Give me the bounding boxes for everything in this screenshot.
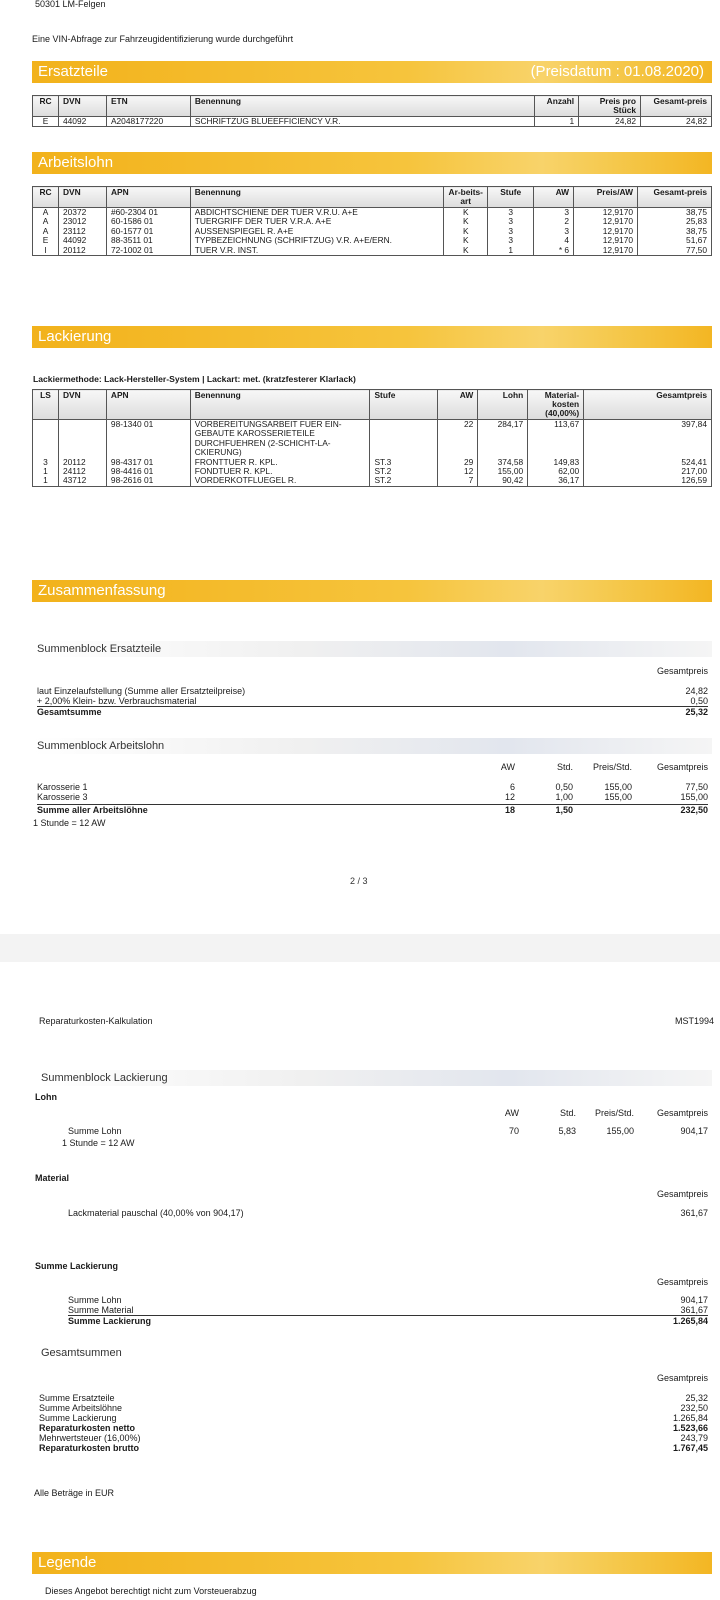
table-cell: 24,82 [579,117,641,127]
table-cell: 44092 [58,236,106,245]
page-header-left: Reparaturkosten-Kalkulation [39,1016,153,1026]
karosserie-label: Karosserie 3 [37,792,88,802]
material-col-header: Gesamtpreis [656,1189,708,1199]
table-cell: 20112 [58,458,106,467]
gesamt-col-header: Gesamtpreis [656,1373,708,1383]
summe-gesamt: 232,50 [680,805,708,815]
table-cell: 1 [33,467,59,476]
netto-label: Reparaturkosten netto [39,1423,136,1433]
table-cell: 98-1340 01 [106,420,190,458]
table-cell: 155,00 [478,467,528,476]
karosserie-aw: 12 [504,792,515,802]
column-header: Benennung [190,96,534,117]
table-cell: 217,00 [584,467,712,476]
karosserie-gesamt: 77,50 [685,782,708,792]
summe-lohn-label: Summe Lohn [68,1295,122,1305]
column-header: ETN [106,96,190,117]
table-cell: 113,67 [528,420,584,458]
table-cell: VORDERKOTFLUEGEL R. [190,476,370,486]
table-cell: 524,41 [584,458,712,467]
table-cell [58,420,106,458]
table-cell: 3 [488,227,534,236]
page-separator [0,934,720,962]
karosserie-std: 0,50 [555,782,573,792]
page-number: 2 / 3 [350,876,368,886]
table-cell [33,420,59,458]
table-cell: K [444,227,488,236]
table-cell [370,420,438,458]
brutto-label: Reparaturkosten brutto [39,1443,140,1453]
section-band-arbeitslohn [32,152,712,174]
column-header: DVN [58,390,106,420]
table-header-row [33,96,712,117]
table-cell: 3 [534,227,574,236]
column-header: Preis pro Stück [579,96,641,117]
section-band-lackierung [32,326,712,348]
col-header-preis-std: Preis/Std. [594,1108,634,1118]
col-header-gesamtpreis: Gesamtpreis [656,666,708,676]
table-cell: 98-2616 01 [106,476,190,486]
col-header-preis-std: Preis/Std. [592,762,632,772]
section-title: Zusammenfassung [38,582,166,599]
table-cell: E [33,117,59,127]
column-header: Preis/AW [574,187,638,208]
divider [68,1315,708,1316]
column-header: Stufe [370,390,438,420]
netto-value: 1.523,66 [672,1423,708,1433]
table-cell: E [33,236,59,245]
summary-row-label: laut Einzelaufstellung (Summe aller Ersatzteilpreise) [37,686,246,696]
section-title: Legende [38,1554,97,1571]
column-header: Benennung [190,390,370,420]
summe-lohn-preis: 155,00 [606,1126,634,1136]
lackmaterial-value: 361,67 [680,1208,708,1218]
document-page-3 [0,962,720,1600]
lackierung-table [32,389,712,487]
table-cell: AUSSENSPIEGEL R. A+E [190,227,444,236]
gesamtsummen-title: Gesamtsummen [36,1345,712,1361]
col-header-std: Std. [556,762,573,772]
arbeitslohn-table [32,186,712,256]
table-cell: 3 [33,458,59,467]
summe-ersatzteile-label: Summe Ersatzteile [39,1393,115,1403]
table-cell: A [33,227,59,236]
table-cell: * 6 [534,246,574,256]
summe-lohn-label: Summe Lohn [68,1126,122,1136]
summe-lackierung-value: 1.265,84 [672,1316,708,1326]
brutto-value: 1.767,45 [672,1443,708,1453]
summe-std: 1,50 [555,805,573,815]
table-cell: FRONTTUER R. KPL. [190,458,370,467]
section-title: Arbeitslohn [38,154,114,171]
table-cell: 22 [438,420,478,458]
col-header-gesamtpreis: Gesamtpreis [656,1108,708,1118]
table-cell: 98-4416 01 [106,467,190,476]
column-header: DVN [58,187,106,208]
summe-lohn-aw: 70 [508,1126,519,1136]
column-header: AW [534,187,574,208]
summe-lackierung-value: 1.265,84 [672,1413,708,1423]
table-cell: 284,17 [478,420,528,458]
table-cell: K [444,236,488,245]
table-cell: 12 [438,467,478,476]
table-cell: 2 [534,217,574,226]
table-cell: 36,17 [528,476,584,486]
summe-col-header: Gesamtpreis [656,1277,708,1287]
divider [37,706,708,707]
table-cell: 20112 [58,246,106,256]
column-header: LS [33,390,59,420]
table-cell: 3 [488,236,534,245]
table-cell: 23012 [58,217,106,226]
table-cell: ST.3 [370,458,438,467]
summary-row-value: 24,82 [685,686,708,696]
summe-arbeitsloehne-label: Summe Arbeitslöhne [39,1403,123,1413]
summe-lohn-value: 904,17 [680,1295,708,1305]
table-cell: 90,42 [478,476,528,486]
column-header: Gesamtpreis [584,390,712,420]
table-row [33,117,712,127]
summenblock-lackierung-title: Summenblock Lackierung [36,1070,712,1086]
gesamtsumme-label: Gesamtsumme [37,707,102,717]
column-header: Material-kosten (40,00%) [528,390,584,420]
summe-aw: 18 [504,805,515,815]
table-cell: SCHRIFTZUG BLUEEFFICIENCY V.R. [190,117,534,127]
table-cell: 44092 [58,117,106,127]
summe-lackierung-heading: Summe Lackierung [35,1261,119,1271]
table-cell: 3 [488,217,534,226]
lohn-label: Lohn [35,1092,57,1102]
table-cell: 60-1577 01 [106,227,190,236]
table-cell: TYPBEZEICHNUNG (SCHRIFTZUG) V.R. A+E/ERN. [190,236,444,245]
table-cell: TUERGRIFF DER TUER V.R.A. A+E [190,217,444,226]
table-cell: 12,9170 [574,227,638,236]
summary-row-value: 0,50 [690,696,708,706]
table-cell: 126,59 [584,476,712,486]
gesamtsumme-value: 25,32 [685,707,708,717]
table-cell: ABDICHTSCHIENE DER TUER V.R.U. A+E [190,208,444,218]
mwst-value: 243,79 [680,1433,708,1443]
column-header: Lohn [478,390,528,420]
table-cell: I [33,246,59,256]
summe-lohn-gesamt: 904,17 [680,1126,708,1136]
karosserie-preis: 155,00 [604,782,632,792]
table-cell: 62,00 [528,467,584,476]
column-header: AW [438,390,478,420]
table-cell: 43712 [58,476,106,486]
table-cell: K [444,246,488,256]
table-cell: 1 [535,117,579,127]
column-header: Anzahl [535,96,579,117]
table-cell: ST.2 [370,476,438,486]
table-cell: 24,82 [641,117,712,127]
table-cell: 12,9170 [574,246,638,256]
vin-note: Eine VIN-Abfrage zur Fahrzeugidentifizierung wurde durchgeführt [32,34,294,44]
table-row [33,420,712,458]
table-cell: 88-3511 01 [106,236,190,245]
karosserie-aw: 6 [509,782,515,792]
summe-material-value: 361,67 [680,1305,708,1315]
table-cell: K [444,208,488,218]
table-cell: FONDTUER R. KPL. [190,467,370,476]
summe-lackierung-label: Summe Lackierung [39,1413,117,1423]
col-header-std: Std. [559,1108,576,1118]
top-fragment-text: 50301 LM-Felgen [35,0,106,9]
ersatzteile-table [32,95,712,127]
section-band-ersatzteile [32,61,712,83]
summary-row-label: + 2,00% Klein- bzw. Verbrauchsmaterial [37,696,197,706]
summe-arbeitsloehne-value: 232,50 [680,1403,708,1413]
summenblock-arbeitslohn-title: Summenblock Arbeitslohn [32,738,712,754]
table-cell: 3 [488,208,534,218]
column-header: Gesamt-preis [641,96,712,117]
table-cell: #60-2304 01 [106,208,190,218]
table-cell: 24112 [58,467,106,476]
section-band-legende [32,1552,712,1574]
table-cell: 98-4317 01 [106,458,190,467]
lackmaterial-label: Lackmaterial pauschal (40,00% von 904,17) [68,1208,244,1218]
summe-ersatzteile-value: 25,32 [685,1393,708,1403]
table-cell: 149,83 [528,458,584,467]
col-header-aw: AW [504,1108,519,1118]
table-cell: 20372 [58,208,106,218]
summe-material-label: Summe Material [68,1305,134,1315]
price-date: (Preisdatum : 01.08.2020) [530,63,704,80]
column-header: APN [106,390,190,420]
section-title: Ersatzteile [38,63,109,80]
column-header: Stufe [488,187,534,208]
table-cell: 3 [534,208,574,218]
summe-lackierung-label: Summe Lackierung [68,1316,152,1326]
column-header: APN [106,187,190,208]
mwst-label: Mehrwertsteuer (16,00%) [39,1433,141,1443]
table-cell: 51,67 [638,236,712,245]
table-cell: 374,58 [478,458,528,467]
summenblock-ersatzteile-title: Summenblock Ersatzteile [32,641,712,657]
currency-note: Alle Beträge in EUR [34,1488,115,1498]
karosserie-label: Karosserie 1 [37,782,88,792]
table-cell: 77,50 [638,246,712,256]
column-header: RC [33,96,59,117]
legende-text: Dieses Angebot berechtigt nicht zum Vorsteuerabzug [45,1586,257,1596]
col-header-gesamtpreis: Gesamtpreis [656,762,708,772]
section-band-zusammenfassung [32,580,712,602]
table-cell: TUER V.R. INST. [190,246,444,256]
summe-arbeitsloehne-label: Summe aller Arbeitslöhne [37,805,148,815]
table-cell: 1 [488,246,534,256]
page-header-right: MST1994 [674,1016,714,1026]
table-cell: K [444,217,488,226]
karosserie-gesamt: 155,00 [680,792,708,802]
table-cell: A [33,217,59,226]
table-cell: A2048177220 [106,117,190,127]
table-cell: 4 [534,236,574,245]
col-header-aw: AW [500,762,515,772]
column-header: Ar-beits-art [444,187,488,208]
table-header-row [33,390,712,420]
table-row [33,246,712,256]
table-cell: 1 [33,476,59,486]
lackiermethode-line: Lackiermethode: Lack-Hersteller-System | Lackart: met. (kratzfesterer Klarlack) [33,374,356,384]
column-header: Benennung [190,187,444,208]
karosserie-std: 1,00 [555,792,573,802]
table-cell: VORBEREITUNGSARBEIT FUER EIN-GEBAUTE KAROSSERIETEILE DURCHFUEHREN (2-SCHICHT-LA-CKIERUNG) [190,420,370,458]
table-cell: 38,75 [638,227,712,236]
table-cell: 12,9170 [574,208,638,218]
table-cell: 29 [438,458,478,467]
table-row [33,476,712,486]
table-cell: 38,75 [638,208,712,218]
table-header-row [33,187,712,208]
column-header: RC [33,187,59,208]
table-cell: ST.2 [370,467,438,476]
stunden-note: 1 Stunde = 12 AW [33,818,106,828]
summe-lohn-std: 5,83 [558,1126,576,1136]
table-cell: A [33,208,59,218]
table-cell: 12,9170 [574,236,638,245]
column-header: DVN [58,96,106,117]
table-cell: 7 [438,476,478,486]
stunden-note: 1 Stunde = 12 AW [62,1138,135,1148]
table-cell: 23112 [58,227,106,236]
table-cell: 397,84 [584,420,712,458]
karosserie-preis: 155,00 [604,792,632,802]
column-header: Gesamt-preis [638,187,712,208]
table-cell: 12,9170 [574,217,638,226]
table-cell: 60-1586 01 [106,217,190,226]
table-cell: 72-1002 01 [106,246,190,256]
material-label: Material [35,1173,70,1183]
section-title: Lackierung [38,328,112,345]
table-cell: 25,83 [638,217,712,226]
